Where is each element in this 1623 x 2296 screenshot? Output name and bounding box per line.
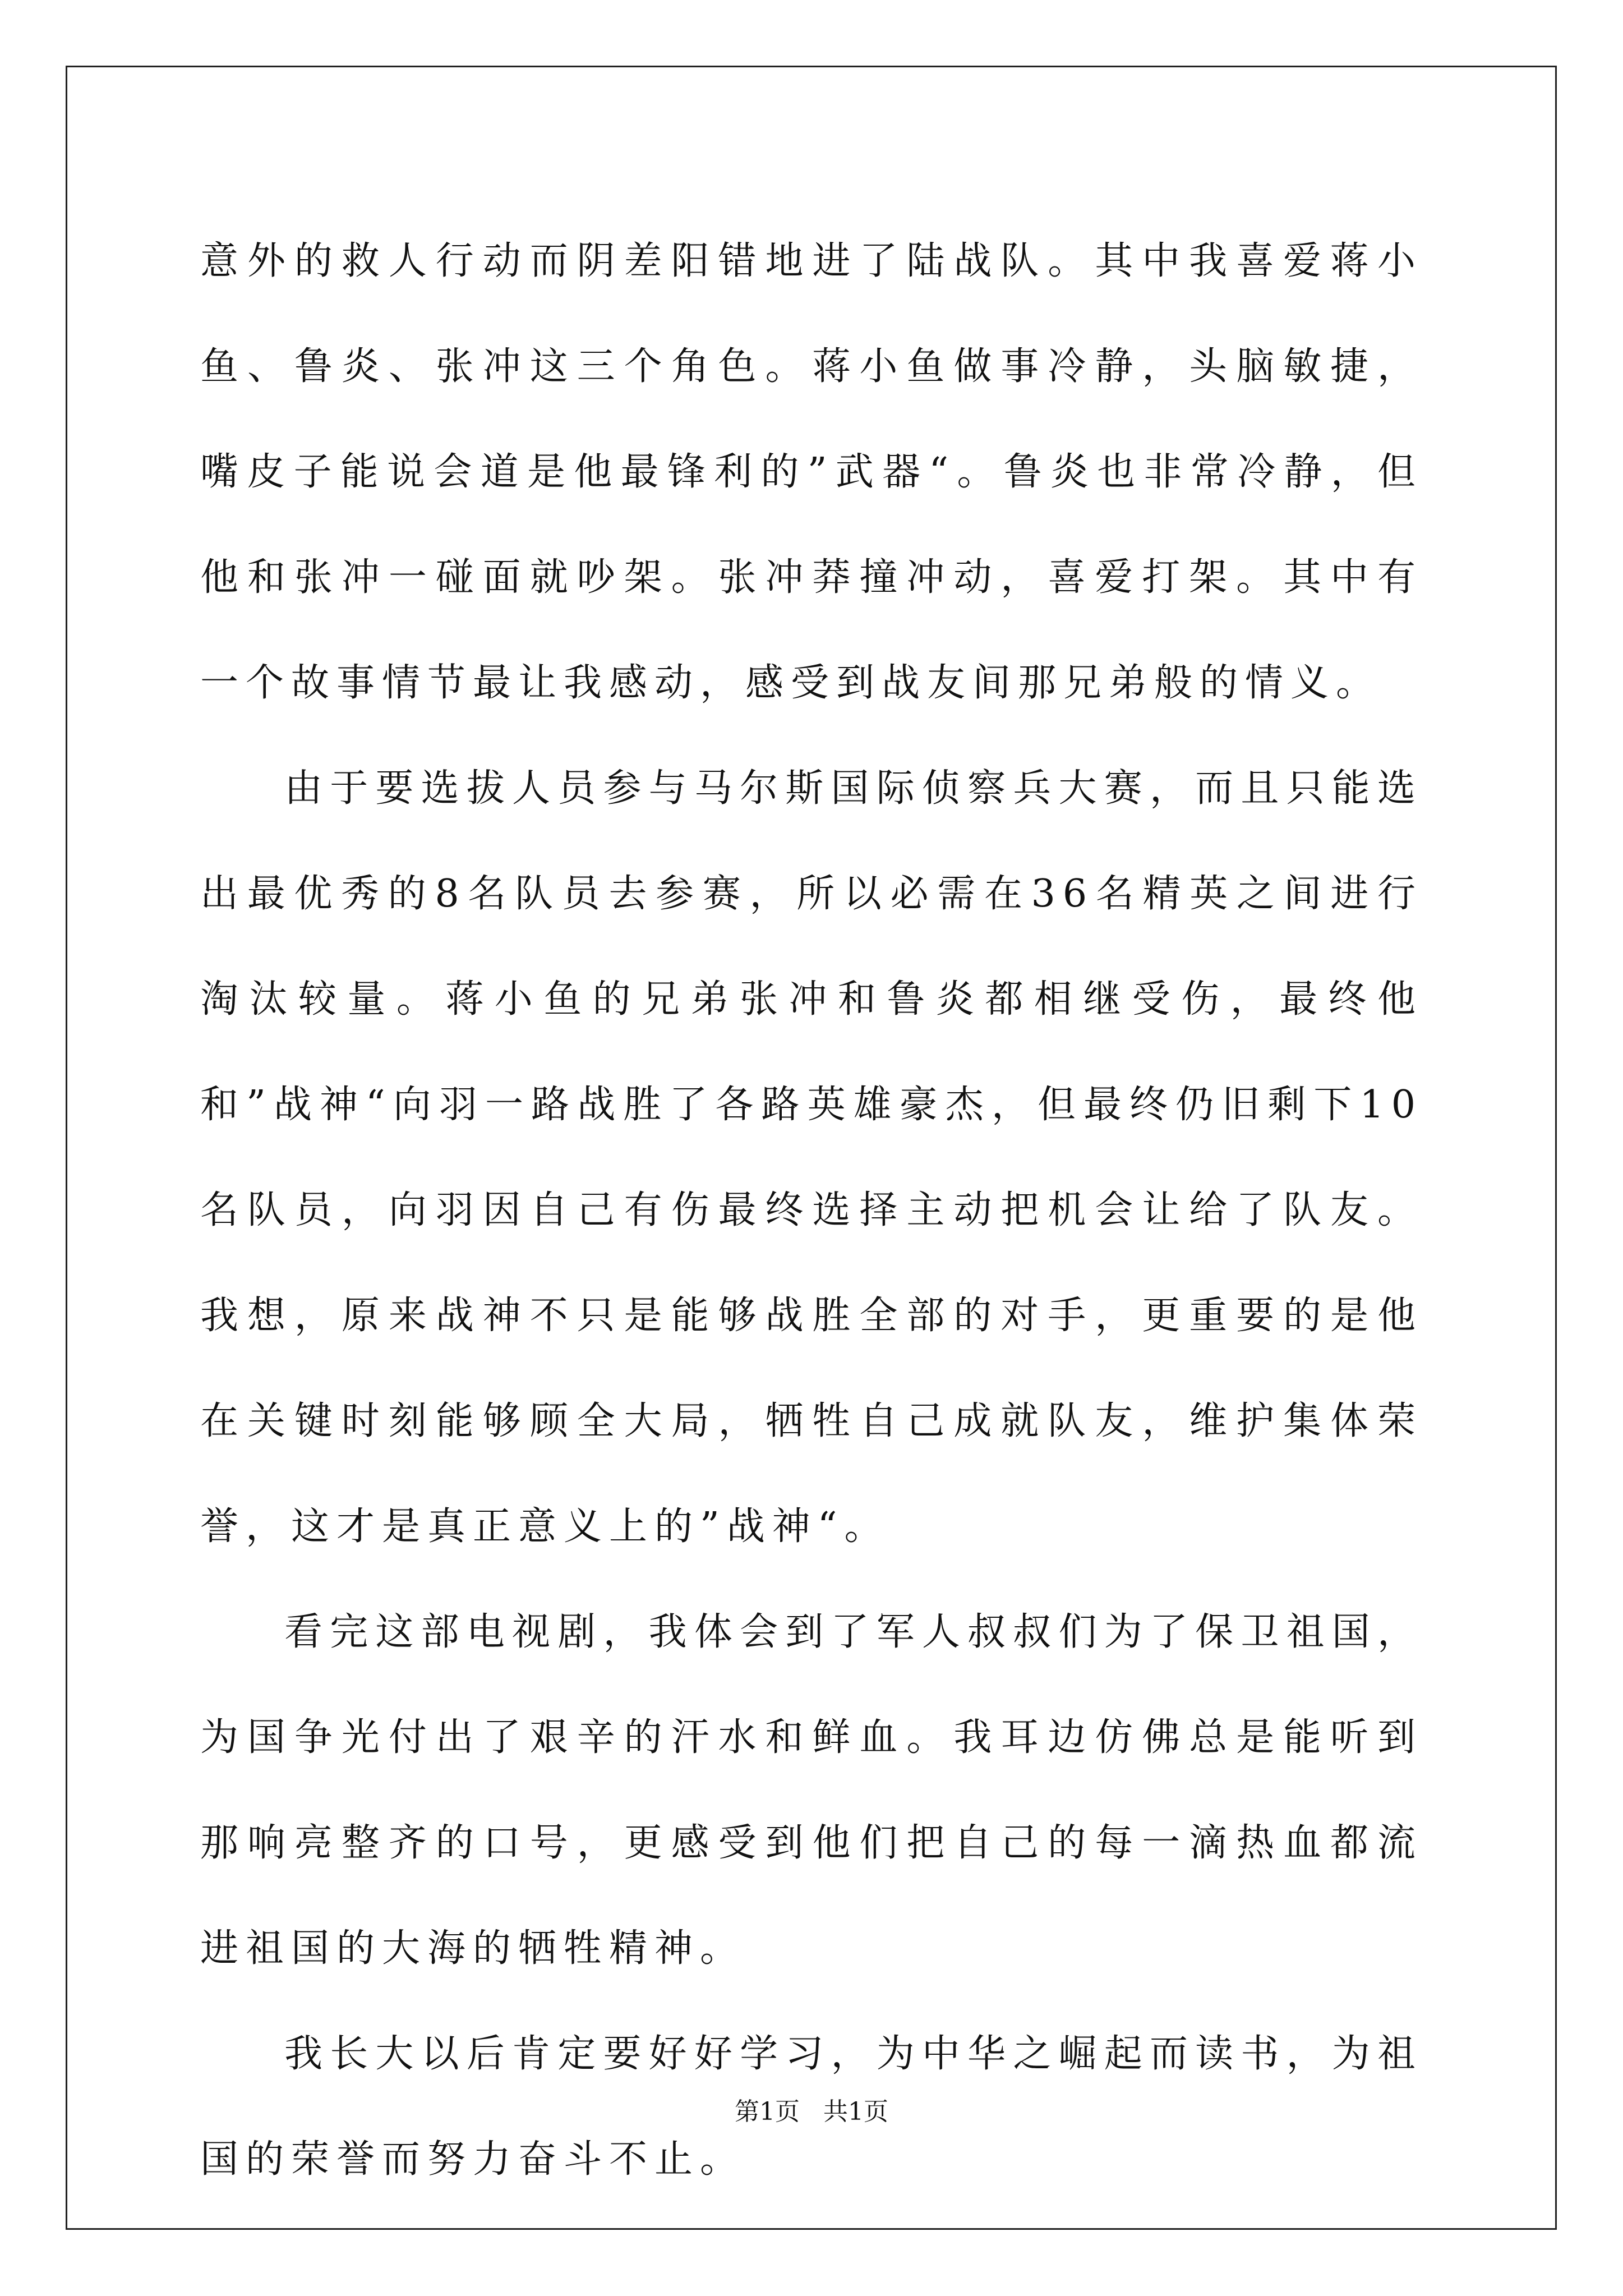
page-number: 第1页 <box>735 2097 800 2126</box>
paragraph-2: 由于要选拔人员参与马尔斯国际侦察兵大赛，而且只能选出最优秀的8名队员去参赛，所以必需在36名精英之间进行淘汰较量。蒋小鱼的兄弟张冲和鲁炎都相继受伤，最终他和”战神“向羽一路战胜了各路英雄豪杰，但最终仍旧剩下10名队员，向羽因自己有伤最终选择主动把机会让给了队友。我想，原来战神不只是能够战胜全部的对手，更重要的是他在关键时刻能够顾全大局，牺牲自己成就队友，维护集体荣誉，这才是真正意义上的”战神“。 <box>200 766 1423 1549</box>
paragraph-4: 我长大以后肯定要好好学习，为中华之崛起而读书，为祖国的荣誉而努力奋斗不止。 <box>200 2032 1423 2182</box>
page-total: 共1页 <box>823 2097 888 2126</box>
page-footer <box>0 2095 1623 2129</box>
paragraph-3: 看完这部电视剧，我体会到了军人叔叔们为了保卫祖国，为国争光付出了艰辛的汗水和鲜血。我耳边仿佛总是能听到那响亮整齐的口号，更感受到他们把自己的每一滴热血都流进祖国的大海的牺牲精神。 <box>200 1610 1423 1971</box>
paragraph-1: 意外的救人行动而阴差阳错地进了陆战队。其中我喜爱蒋小鱼、鲁炎、张冲这三个角色。蒋小鱼做事冷静，头脑敏捷，嘴皮子能说会道是他最锋利的”武器“。鲁炎也非常冷静，但他和张冲一碰面就吵架。张冲莽撞冲动，喜爱打架。其中有一个故事情节最让我感动，感受到战友间那兄弟般的情义。 <box>200 239 1423 705</box>
footer-spacer <box>800 2097 823 2126</box>
document-body <box>200 209 1423 2212</box>
